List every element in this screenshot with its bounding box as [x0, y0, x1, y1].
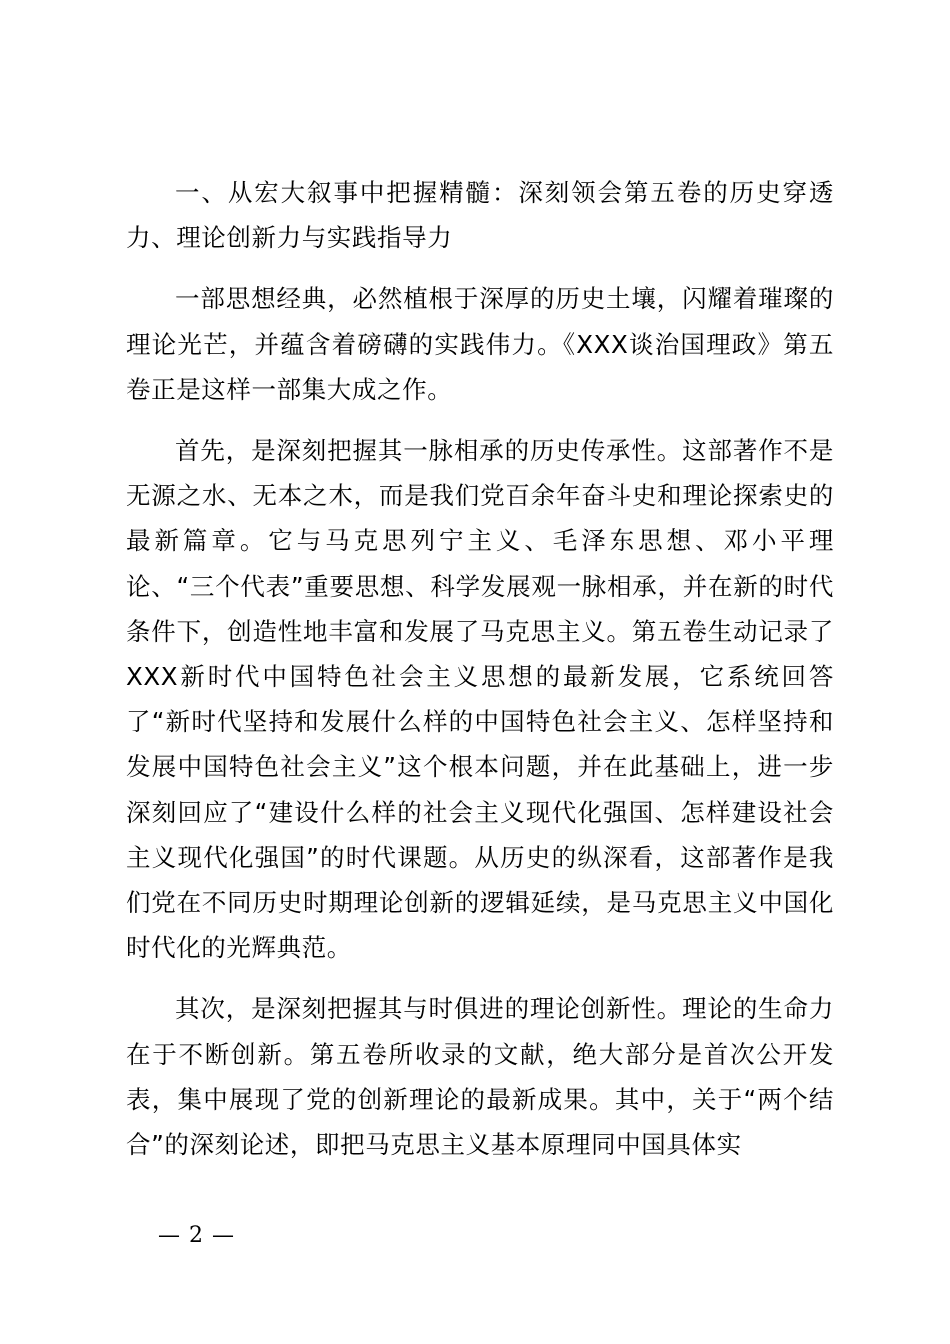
paragraph-historical-inheritance: 首先，是深刻把握其一脉相承的历史传承性。这部著作不是无源之水、无本之木，而是我们党百余年奋斗史和理论探索史的最新篇章。它与马克思列宁主义、毛泽东思想、邓小平理论、“三个代表”重要思想、科学发展观一脉相承，并在新的时代条件下，创造性地丰富和发展了马克思主义。第五卷生动记录了XXX新时代中国特色社会主义思想的最新发展，它系统回答了“新时代坚持和发展什么样的中国特色社会主义、怎样坚持和发展中国特色社会主义”这个根本问题，并在此基础上，进一步深刻回应了“建设什么样的社会主义现代化强国、怎样建设社会主义现代化强国”的时代课题。从历史的纵深看，这部著作是我们党在不同历史时期理论创新的逻辑延续，是马克思主义中国化时代化的光辉典范。 [126, 436, 834, 963]
paragraph-theoretical-innovation: 其次，是深刻把握其与时俱进的理论创新性。理论的生命力在于不断创新。第五卷所收录的文献，绝大部分是首次公开发表，集中展现了党的创新理论的最新成果。其中，关于“两个结合”的深刻论述，即把马克思主义基本原理同中国具体实 [126, 994, 834, 1160]
document-body [126, 170, 834, 1183]
section-heading: 一、从宏大叙事中把握精髓：深刻领会第五卷的历史穿透力、理论创新力与实践指导力 [126, 178, 834, 253]
page-number: — 2 — [158, 1223, 235, 1248]
paragraph-intro: 一部思想经典，必然植根于深厚的历史土壤，闪耀着璀璨的理论光芒，并蕴含着磅礴的实践伟力。《XXX谈治国理政》第五卷正是这样一部集大成之作。 [126, 284, 834, 404]
